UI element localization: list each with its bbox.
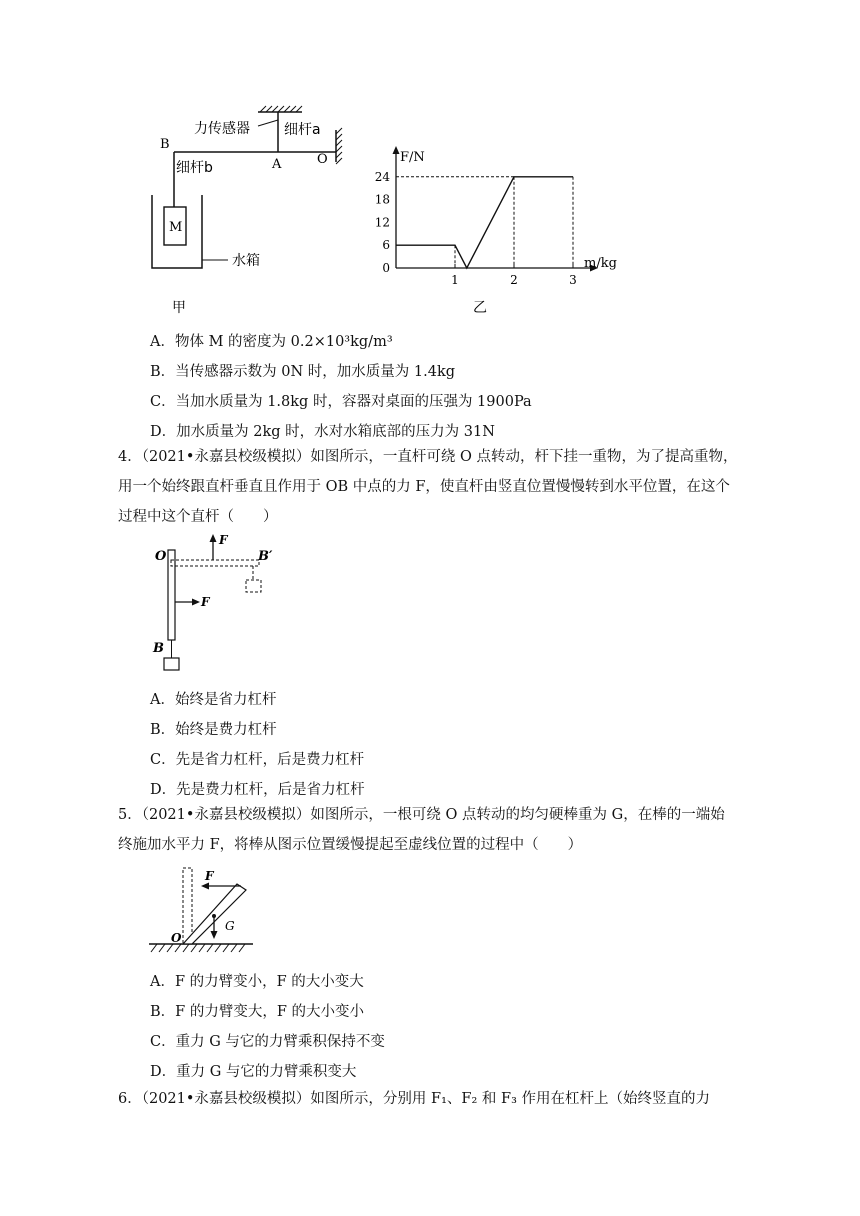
x-tick-label-3: 3	[569, 273, 577, 287]
q4-force-f-right: F	[201, 595, 210, 609]
q5-point-o: O	[171, 931, 182, 945]
y-tick-label-18: 18	[374, 192, 390, 207]
point-o-label: O	[317, 152, 328, 167]
figure-yi-chart	[360, 140, 630, 320]
y-axis-arrow	[393, 146, 400, 154]
figure-yi-caption: 乙	[473, 300, 487, 316]
q4-point-o: O	[155, 549, 167, 564]
tank-label: 水箱	[232, 253, 260, 269]
figure-jia	[140, 100, 360, 320]
question-4-text: 4．（2021•永嘉县校级模拟）如图所示，一直杆可绕 O 点转动，杆下挂一重物，为了提高重物，用一个始终跟直杆垂直且作用于 OB 中点的力 F，使直杆由竖直位置慢慢转到水平位置，在这个过程中这个直杆（ ）	[118, 449, 738, 525]
q5-force-g: G	[225, 919, 235, 933]
y-tick-label-24: 24	[374, 169, 390, 184]
figure-q4	[145, 530, 295, 680]
q3-option-d: D．加水质量为 2kg 时，水对水箱底部的压力为 31N	[150, 424, 495, 440]
q4-option-c: C．先是省力杠杆，后是费力杠杆	[150, 752, 365, 768]
q5-option-c: C．重力 G 与它的力臂乘积保持不变	[150, 1034, 385, 1050]
mass-m-label: M	[169, 220, 183, 235]
q3-option-b: B．当传感器示数为 0N 时，加水质量为 1.4kg	[150, 364, 456, 380]
q4-point-b-prime: B′	[258, 549, 273, 564]
q4-force-f-up: F	[219, 533, 228, 547]
y-tick-label-12: 12	[374, 215, 390, 230]
q3-option-a: A．物体 M 的密度为 0.2×10³kg/m³	[150, 334, 393, 350]
rod-a-label: 细杆a	[284, 122, 321, 138]
q4-point-b: B	[153, 641, 164, 656]
q3-option-c: C．当加水质量为 1.8kg 时，容器对桌面的压强为 1900Pa	[150, 394, 532, 410]
q5-option-a: A．F 的力臂变小，F 的大小变大	[150, 974, 364, 990]
q5-option-b: B．F 的力臂变大，F 的大小变小	[150, 1004, 364, 1020]
point-b-label: B	[160, 137, 170, 152]
q5-force-f: F	[205, 869, 214, 883]
q5-option-d: D．重力 G 与它的力臂乘积变大	[150, 1064, 357, 1080]
x-tick-label-2: 2	[510, 273, 518, 287]
q4-option-b: B．始终是费力杠杆	[150, 722, 277, 738]
point-a-label: A	[272, 157, 282, 172]
rod-b-label: 细杆b	[176, 160, 213, 176]
q4-option-d: D．先是费力杠杆，后是省力杠杆	[150, 782, 365, 798]
chart-ylabel: F/N	[400, 150, 425, 165]
series-line	[396, 177, 573, 268]
q4-option-a: A．始终是省力杠杆	[150, 692, 277, 708]
chart-xlabel: m/kg	[584, 256, 617, 271]
sensor-label: 力传感器	[194, 121, 250, 137]
x-tick-label-1: 1	[451, 273, 459, 287]
y-tick-label-0: 0	[382, 261, 390, 275]
question-5-text: 5．（2021•永嘉县校级模拟）如图所示，一根可绕 O 点转动的均匀硬棒重为 G，在棒的一端始终施加水平力 F，将棒从图示位置缓慢提起至虚线位置的过程中（ ）	[118, 807, 725, 853]
y-tick-label-6: 6	[382, 238, 390, 253]
question-6-text: 6．（2021•永嘉县校级模拟）如图所示，分别用 F₁、F₂ 和 F₃ 作用在杠杆上（始终竖直的力	[118, 1091, 710, 1107]
figure-q5	[145, 862, 265, 962]
figure-jia-caption: 甲	[172, 300, 186, 316]
